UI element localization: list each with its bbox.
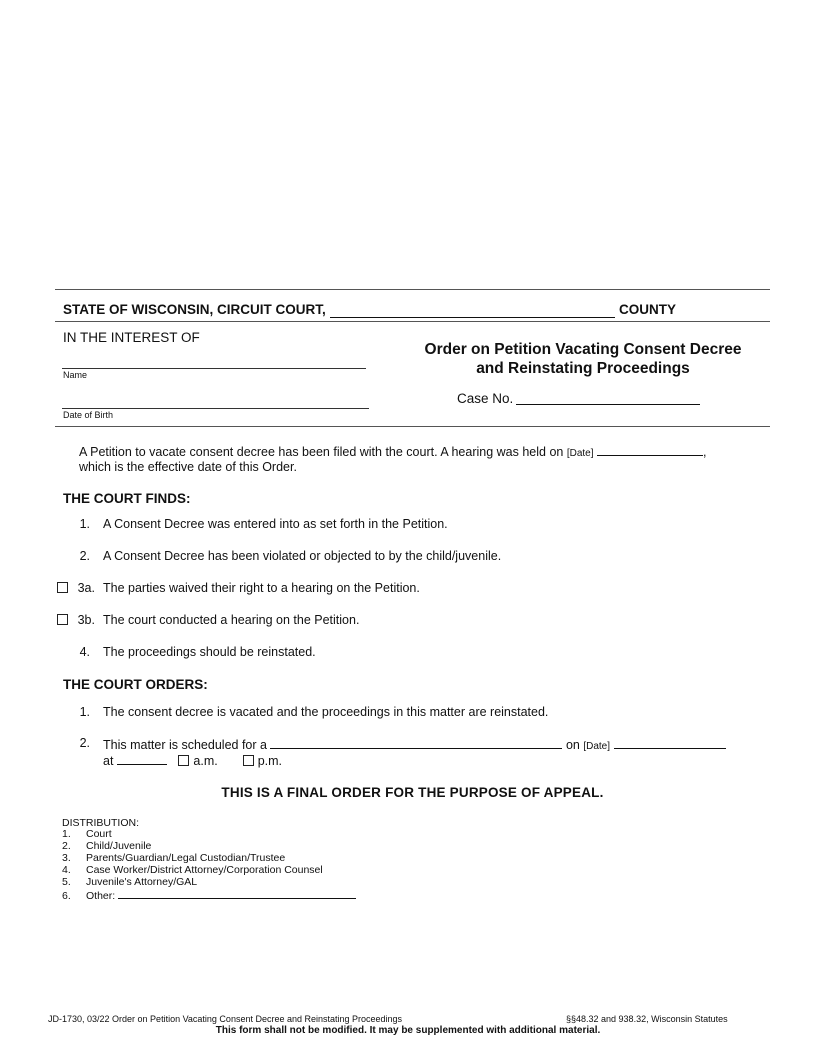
distribution-item: 3. Parents/Guardian/Legal Custodian/Trustee <box>62 852 286 864</box>
distribution-item: 5. Juvenile's Attorney/GAL <box>62 876 198 888</box>
form-title-line2: and Reinstating Proceedings <box>476 360 690 377</box>
intro-line2: which is the effective date of this Order. <box>79 460 297 474</box>
am-checkbox[interactable] <box>178 755 189 766</box>
state-court-label: STATE OF WISCONSIN, CIRCUIT COURT, <box>63 302 326 317</box>
finding-number: 1. <box>79 517 90 531</box>
pm-label: p.m. <box>257 754 282 768</box>
finding-number: 2. <box>79 549 90 563</box>
scheduled-date-field[interactable] <box>614 736 726 749</box>
county-label: COUNTY <box>619 302 676 317</box>
finding-text: A Consent Decree has been violated or objected to by the child/juvenile. <box>103 549 502 563</box>
order-2-at: at <box>103 754 114 768</box>
intro-text: A Petition to vacate consent decree has been filed with the court. A hearing was held on <box>79 445 564 459</box>
order-text: The consent decree is vacated and the proceedings in this matter are reinstated. <box>103 705 549 719</box>
finding-text: A Consent Decree was entered into as set forth in the Petition. <box>103 517 448 531</box>
finding-text: The parties waived their right to a hearing on the Petition. <box>103 581 420 595</box>
finding-number: 3a. <box>77 581 95 595</box>
court-finds-heading: THE COURT FINDS: <box>63 491 191 506</box>
form-id-footer: JD-1730, 03/22 Order on Petition Vacating Consent Decree and Reinstating Proceedings <box>48 1014 403 1024</box>
distribution-item: 6. Other: <box>62 888 356 902</box>
hearing-date-tag: [Date] <box>566 448 594 459</box>
distribution-item: 2. Child/Juvenile <box>62 840 152 852</box>
finding-text: The court conducted a hearing on the Petition. <box>103 613 360 627</box>
distribution-item: 4. Case Worker/District Attorney/Corporation Counsel <box>62 864 323 876</box>
top-rule <box>55 289 770 290</box>
distribution-other-field[interactable] <box>118 888 356 899</box>
dob-label: Date of Birth <box>63 410 114 420</box>
case-no-field[interactable] <box>516 390 700 405</box>
distribution-heading: DISTRIBUTION: <box>62 817 140 829</box>
hearing-type-field[interactable] <box>270 736 562 749</box>
distribution-item: 1. Court <box>62 828 112 840</box>
am-label: a.m. <box>193 754 218 768</box>
finding-number: 4. <box>79 645 90 659</box>
case-no-label: Case No. <box>457 391 514 406</box>
header-rule <box>55 321 770 322</box>
caption-rule <box>55 426 770 427</box>
name-label: Name <box>63 370 88 380</box>
pm-checkbox[interactable] <box>243 755 254 766</box>
modification-notice: This form shall not be modified. It may be supplemented with additional material. <box>215 1025 601 1036</box>
county-field[interactable] <box>330 303 615 318</box>
hearing-date-field[interactable] <box>597 443 703 456</box>
name-field[interactable] <box>62 368 366 369</box>
dob-field[interactable] <box>62 408 369 409</box>
order-2-on: on <box>565 738 580 752</box>
scheduled-time-field[interactable] <box>117 752 167 765</box>
statutes-footer: §§48.32 and 938.32, Wisconsin Statutes <box>566 1014 728 1024</box>
intro-line1: A Petition to vacate consent decree has been filed with the court. A hearing was held on [Date] , <box>79 445 707 459</box>
order-number: 1. <box>79 705 90 719</box>
final-order-notice: THIS IS A FINAL ORDER FOR THE PURPOSE OF APPEAL. <box>221 785 604 800</box>
order-number: 2. <box>79 736 90 750</box>
order-2-text: This matter is scheduled for a <box>103 738 267 752</box>
in-interest-of-label: IN THE INTEREST OF <box>63 330 200 345</box>
form-title-line1: Order on Petition Vacating Consent Decree <box>424 341 742 358</box>
finding-number: 3b. <box>77 613 95 627</box>
order-2-time-row <box>103 752 282 768</box>
finding-text: The proceedings should be reinstated. <box>103 645 316 659</box>
court-orders-heading: THE COURT ORDERS: <box>63 677 208 692</box>
scheduled-date-tag: [Date] <box>583 741 611 752</box>
